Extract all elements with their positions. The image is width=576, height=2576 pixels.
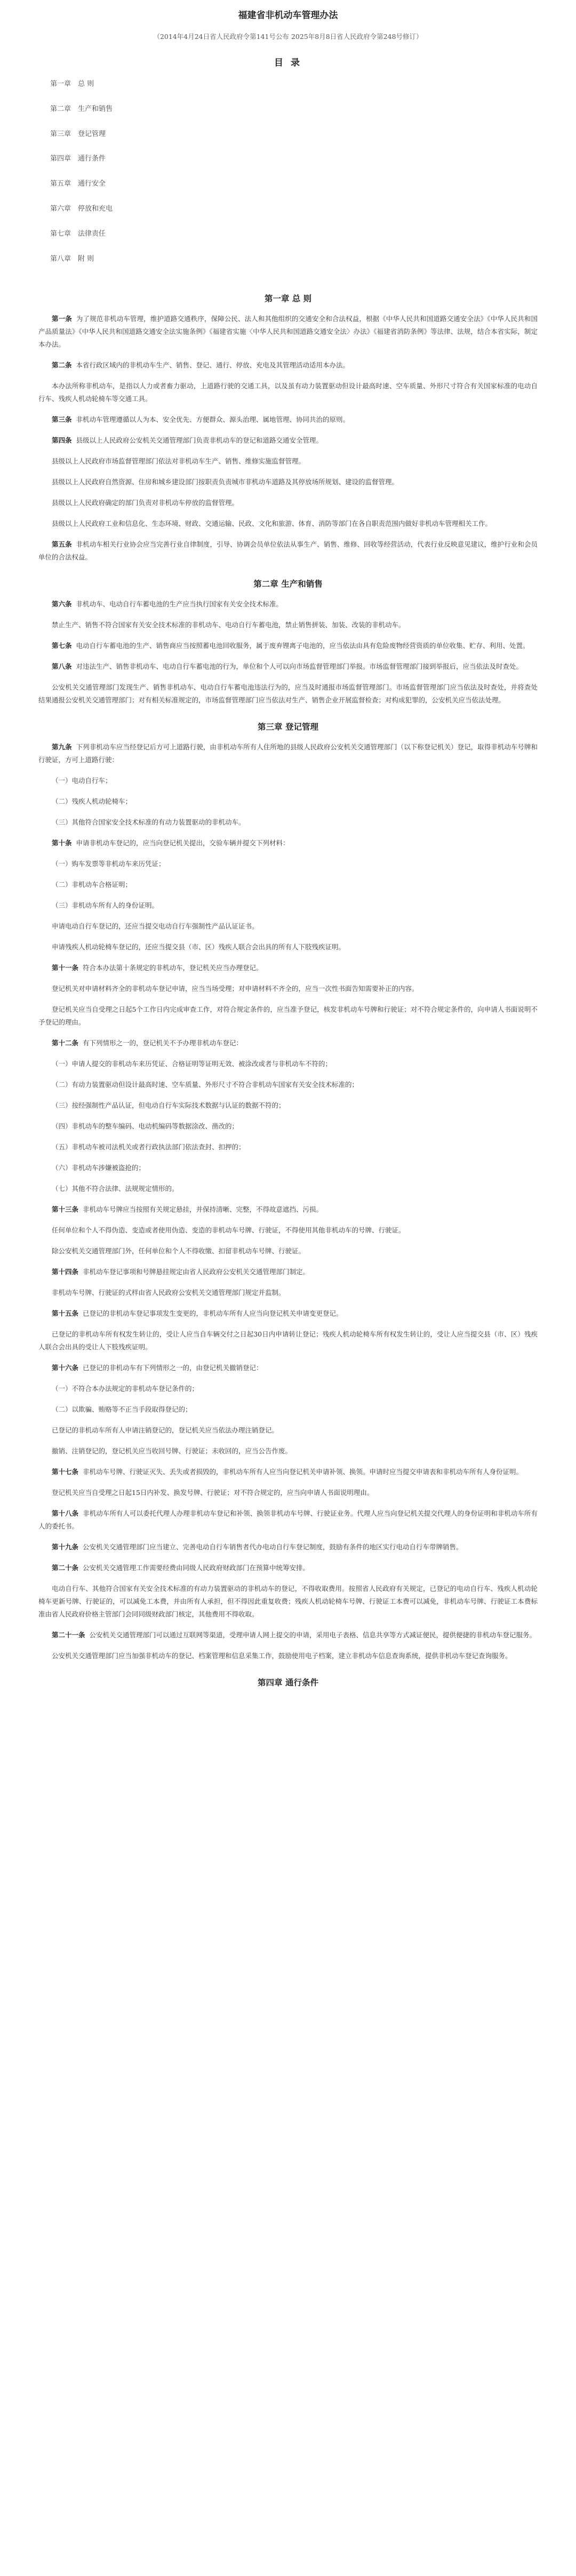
- article-text: 公安机关交通管理部门应当加强非机动车的登记、档案管理和信息采集工作，鼓励使用电子档案，建立非机动车信息查询系统，提供非机动车登记查询服务。: [52, 1652, 512, 1660]
- article-paragraph: [38, 434, 538, 447]
- article-paragraph: [38, 1328, 538, 1354]
- article-paragraph: [38, 380, 538, 405]
- toc-item-label: 通行安全: [78, 180, 106, 188]
- article-paragraph: [38, 1099, 538, 1112]
- article-text: 非机动车号牌、行驶证灭失、丢失或者损毁的，非机动车所有人应当向登记机关申请补领、换领。申请时应当提交申请表和非机动车所有人身份证明。: [83, 1468, 523, 1476]
- toc-item[interactable]: [38, 79, 538, 104]
- toc-item[interactable]: [38, 229, 538, 254]
- toc-item-label: 通行条件: [78, 155, 106, 163]
- article-number: 第十条: [52, 839, 72, 847]
- document-title: 福建省非机动车管理办法: [238, 10, 338, 21]
- article-paragraph: [38, 1078, 538, 1091]
- article-text: （一）电动自行车；: [52, 777, 112, 785]
- article-text: 对违法生产、销售非机动车、电动自行车蓄电池的行为，单位和个人可以向市场监督管理部门举报。市场监督管理部门接到举报后，应当依法及时查处。: [76, 662, 523, 671]
- toc-item-label: 停放和充电: [78, 204, 113, 213]
- article-paragraph: [38, 1582, 538, 1621]
- article-text: 本省行政区域内的非机动车生产、销售、登记、通行、停放、充电及其管理活动适用本办法。: [76, 361, 350, 370]
- article-paragraph: [38, 639, 538, 652]
- article-paragraph: [38, 1629, 538, 1642]
- article-paragraph: [38, 837, 538, 850]
- article-paragraph: [38, 1003, 538, 1029]
- toc-item-number: 第六章: [50, 204, 71, 213]
- article-paragraph: [38, 774, 538, 787]
- article-paragraph: [38, 1424, 538, 1437]
- article-text: 非机动车登记事项和号牌悬挂规定由省人民政府公安机关交通管理部门制定。: [83, 1268, 310, 1276]
- article-paragraph: [38, 1507, 538, 1533]
- article-paragraph: [38, 1466, 538, 1478]
- article-text: 非机动车号牌、行驶证的式样由省人民政府公安机关交通管理部门规定并监制。: [52, 1289, 285, 1297]
- article-text: 公安机关交通管理部门发现生产、销售非机动车、电动自行车蓄电池违法行为的，应当及时通报市场监督管理部门。市场监督管理部门应当依法及时查处，并将查处结果通报公安机关交通管理部门；对有相关标准规定的，市场监督管理部门应当依法对生产、销售企业开展监督检查；对构成犯罪的，公安机关应当依法处理。: [38, 683, 538, 705]
- article-text: 公安机关交通管理工作需要经费由同级人民政府财政部门在预算中统筹安排。: [83, 1564, 310, 1572]
- article-number: 第十三条: [52, 1205, 79, 1214]
- toc-item-number: 第八章: [50, 254, 71, 263]
- article-paragraph: [38, 681, 538, 707]
- article-paragraph: [38, 795, 538, 808]
- toc-item-number: 第一章: [50, 80, 71, 88]
- article-text: 县级以上人民政府确定的部门负责对非机动车停放的监督管理。: [52, 499, 239, 507]
- article-text: 下列非机动车应当经登记后方可上道路行驶，由非机动车所有人住所地的县级人民政府公安机关交通管理部门（以下称登记机关）登记，取得非机动车号牌和行驶证，方可上道路行驶：: [38, 743, 538, 764]
- article-text: （七）其他不符合法律、法规规定情形的。: [52, 1185, 179, 1193]
- article-text: （六）非机动车涉嫌被盗抢的；: [52, 1164, 146, 1172]
- article-paragraph: [38, 1445, 538, 1458]
- article-paragraph: [38, 1486, 538, 1499]
- article-text: （二）残疾人机动轮椅车；: [52, 797, 132, 806]
- article-paragraph: [38, 878, 538, 891]
- article-paragraph: [38, 359, 538, 372]
- article-paragraph: [38, 741, 538, 766]
- toc-item[interactable]: [38, 104, 538, 129]
- article-text: 有下列情形之一的，登记机关不予办理非机动车登记：: [83, 1039, 243, 1047]
- article-text: 申请非机动车登记的，应当向登记机关提出，交验车辆并提交下列材料：: [76, 839, 290, 847]
- article-text: 为了规范非机动车管理，维护道路交通秩序，保障公民、法人和其他组织的交通安全和合法权益，根据《中华人民共和国道路交通安全法》《中华人民共和国产品质量法》《中华人民共和国道路交通安全法实施条例》《福建省实施〈中华人民共和国道路交通安全法〉办法》《福建省消防条例》等法律、法规，结合本省实际，制定本办法。: [38, 315, 538, 349]
- article-text: 非机动车号牌应当按照有关规定悬挂，并保持清晰、完整，不得故意遮挡、污损。: [83, 1205, 323, 1214]
- document-subtitle: （2014年4月24日省人民政府令第141号公布 2025年8月8日省人民政府令第248号修订）: [153, 33, 423, 41]
- article-paragraph: [38, 1307, 538, 1320]
- article-paragraph: [38, 1403, 538, 1416]
- article-paragraph: [38, 538, 538, 564]
- article-text: 申请电动自行车登记的，还应当提交电动自行车强制性产品认证证书。: [52, 922, 259, 931]
- article-paragraph: [38, 1162, 538, 1174]
- article-text: 非机动车管理遵循以人为本、安全优先、方便群众、源头治理、属地管理、协同共治的原则。: [76, 415, 350, 424]
- article-number: 第十五条: [52, 1309, 79, 1318]
- article-number: 第五条: [52, 540, 72, 549]
- article-paragraph: [38, 1266, 538, 1278]
- article-paragraph: [38, 1286, 538, 1299]
- article-text: （四）非机动车的整车编码、电动机编码等数据涂改、凿改的；: [52, 1122, 239, 1131]
- toc-item[interactable]: [38, 179, 538, 204]
- article-text: 非机动车相关行业协会应当完善行业自律制度，引导、协调会员单位依法从事生产、销售、维修、回收等经营活动，代表行业反映意见建议，维护行业和会员单位的合法权益。: [38, 540, 538, 562]
- toc-item-number: 第二章: [50, 105, 71, 113]
- article-paragraph: [38, 816, 538, 829]
- article-text: 县级以上人民政府自然资源、住房和城乡建设部门按职责负责城市非机动车道路及其停放场所规划、建设的监督管理。: [52, 478, 399, 486]
- article-text: （一）申请人提交的非机动车来历凭证、合格证明等证明无效、被涂改或者与非机动车不符的；: [52, 1060, 332, 1068]
- toc-item[interactable]: [38, 154, 538, 179]
- article-text: （二）有动力装置驱动但设计最高时速、空车质量、外形尺寸不符合非机动车国家有关安全技术标准的；: [52, 1081, 359, 1089]
- article-paragraph: [38, 313, 538, 351]
- article-number: 第八条: [52, 662, 72, 671]
- article-paragraph: [38, 962, 538, 974]
- article-text: （二）非机动车合格证明；: [52, 881, 132, 889]
- toc-item-label: 附 则: [78, 254, 94, 263]
- toc-item-number: 第四章: [50, 155, 71, 163]
- article-number: 第四条: [52, 436, 72, 445]
- article-number: 第九条: [52, 743, 72, 751]
- article-paragraph: [38, 1203, 538, 1216]
- article-paragraph: [38, 1182, 538, 1195]
- article-text: 县级以上人民政府市场监督管理部门依法对非机动车生产、销售、维修实施监督管理。: [52, 457, 306, 466]
- article-text: 除公安机关交通管理部门外，任何单位和个人不得收缴、扣留非机动车号牌、行驶证。: [52, 1247, 306, 1255]
- article-number: 第七条: [52, 642, 72, 650]
- article-text: 公安机关交通管理部门应当建立、完善电动自行车销售者代办电动自行车登记制度，鼓励有条件的地区实行电动自行车带牌销售。: [83, 1543, 463, 1551]
- table-of-contents: [38, 79, 538, 278]
- chapter-heading: 第二章 生产和销售: [253, 579, 323, 589]
- article-number: 第一条: [52, 315, 72, 323]
- article-text: 电动自行车蓄电池的生产、销售商应当按照蓄电池回收服务，属于废弃锂离子电池的，应当依法由具有危险废物经营资质的单位收集、贮存、利用、处置。: [76, 642, 530, 650]
- toc-item[interactable]: [38, 254, 538, 279]
- article-paragraph: [38, 1650, 538, 1662]
- toc-item-label: 总 则: [78, 80, 94, 88]
- article-text: 登记机关应当自受理之日起15日内补发、换发号牌、行驶证；对不符合规定的，应当向申请人书面说明理由。: [52, 1489, 374, 1497]
- article-text: 登记机关对申请材料齐全的非机动车登记申请，应当当场受理；对申请材料不齐全的，应当一次性书面告知需要补正的内容。: [52, 985, 419, 993]
- toc-item[interactable]: [38, 204, 538, 229]
- article-text: 电动自行车、其他符合国家有关安全技术标准的有动力装置驱动的非机动车的登记，不得收取费用。按照省人民政府有关规定，已登记的电动自行车、残疾人机动轮椅车更新号牌、行驶证的，可以减免工本费，并由所有人承担，但不得因此重复收费；残疾人机动轮椅车号牌、行驶证工本费可以减免，非机动车号牌、行驶证工本费标准由省人民政府价格主管部门会同同级财政部门核定，其他费用不得收取。: [38, 1585, 538, 1619]
- article-paragraph: [38, 660, 538, 673]
- article-text: （五）非机动车被司法机关或者行政执法部门依法查封、扣押的；: [52, 1143, 245, 1151]
- toc-item-label: 法律责任: [78, 229, 106, 238]
- article-number: 第十六条: [52, 1364, 79, 1372]
- article-text: 申请残疾人机动轮椅车登记的，还应当提交县（市、区）残疾人联合会出具的所有人下肢残疾证明。: [52, 943, 346, 951]
- article-number: 第三条: [52, 415, 72, 424]
- article-number: 第二十一条: [52, 1631, 85, 1639]
- article-paragraph: [38, 476, 538, 489]
- article-number: 第十二条: [52, 1039, 79, 1047]
- article-text: 已登记的非机动车登记事项发生变更的，非机动车所有人应当向登记机关申请变更登记。: [83, 1309, 343, 1318]
- article-text: （三）非机动车所有人的身份证明。: [52, 901, 159, 910]
- toc-item-number: 第三章: [50, 130, 71, 138]
- article-text: 撤销、注销登记的，登记机关应当收回号牌、行驶证；未收回的，应当公告作废。: [52, 1447, 292, 1455]
- article-text: （三）其他符合国家安全技术标准的有动力装置驱动的非机动车。: [52, 818, 245, 827]
- article-text: 已登记的非机动车所有权发生转让的，受让人应当自车辆交付之日起30日内申请转让登记；残疾人机动轮椅车所有权发生转让的，受让人应当提交县（市、区）残疾人联合会出具的受让人下肢残疾证明。: [38, 1330, 538, 1351]
- article-paragraph: [38, 920, 538, 933]
- article-paragraph: [38, 1541, 538, 1554]
- article-paragraph: [38, 1141, 538, 1154]
- article-paragraph: [38, 619, 538, 631]
- toc-title: 目 录: [274, 58, 302, 68]
- toc-item-number: 第五章: [50, 180, 71, 188]
- chapter-heading: 第三章 登记管理: [258, 722, 318, 732]
- article-paragraph: [38, 1224, 538, 1237]
- article-text: （三）按经强制性产品认证，但电动自行车实际技术数据与认证的数据不符的；: [52, 1101, 285, 1110]
- article-text: 公安机关交通管理部门可以通过互联网等渠道，受理申请人网上提交的申请，采用电子表格、信息共享等方式减证便民，提供便捷的非机动车登记服务。: [89, 1631, 537, 1639]
- article-paragraph: [38, 982, 538, 995]
- article-number: 第十九条: [52, 1543, 79, 1551]
- article-paragraph: [38, 858, 538, 870]
- article-text: （一）购车发票等非机动车来历凭证；: [52, 860, 165, 868]
- article-text: 禁止生产、销售不符合国家有关安全技术标准的非机动车、电动自行车蓄电池，禁止销售拼装、加装、改装的非机动车。: [52, 621, 405, 629]
- article-text: （二）以欺骗、贿赂等不正当手段取得登记的；: [52, 1405, 192, 1414]
- article-text: 县级以上人民政府工业和信息化、生态环境、财政、交通运输、民政、文化和旅游、体育、消防等部门在各自职责范围内做好非机动车管理相关工作。: [52, 519, 492, 528]
- toc-item-number: 第七章: [50, 229, 71, 238]
- toc-item[interactable]: [38, 129, 538, 154]
- article-number: 第二条: [52, 361, 72, 370]
- article-paragraph: [38, 1245, 538, 1258]
- article-paragraph: [38, 941, 538, 954]
- article-paragraph: [38, 1362, 538, 1374]
- article-number: 第十一条: [52, 964, 79, 972]
- chapter-heading: 第一章 总 则: [264, 293, 312, 304]
- article-text: 已登记的非机动车所有人申请注销登记的，登记机关应当依法办理注销登记。: [52, 1426, 279, 1435]
- toc-item-label: 登记管理: [78, 130, 106, 138]
- article-text: 非机动车所有人可以委托代理人办理非机动车登记和补领、换领非机动车号牌、行驶证业务。代理人应当向登记机关提交代理人的身份证明和非机动车所有人的委托书。: [38, 1509, 538, 1531]
- article-text: 符合本办法第十条规定的非机动车，登记机关应当办理登记。: [83, 964, 263, 972]
- article-paragraph: [38, 598, 538, 611]
- article-paragraph: [38, 1058, 538, 1070]
- chapter-heading: 第四章 通行条件: [258, 1677, 318, 1688]
- article-number: 第二十条: [52, 1564, 79, 1572]
- article-paragraph: [38, 413, 538, 426]
- article-number: 第六条: [52, 600, 72, 609]
- article-paragraph: [38, 1382, 538, 1395]
- article-number: 第十七条: [52, 1468, 79, 1476]
- article-paragraph: [38, 497, 538, 509]
- article-number: 第十八条: [52, 1509, 79, 1518]
- article-paragraph: [38, 455, 538, 468]
- article-text: 县级以上人民政府公安机关交通管理部门负责非机动车的登记和道路交通安全管理。: [76, 436, 323, 445]
- article-number: 第十四条: [52, 1268, 79, 1276]
- article-paragraph: [38, 1562, 538, 1574]
- article-paragraph: [38, 1120, 538, 1133]
- toc-item-label: 生产和销售: [78, 105, 113, 113]
- article-text: 本办法所称非机动车，是指以人力或者畜力驱动，上道路行驶的交通工具，以及虽有动力装置驱动但设计最高时速、空车质量、外形尺寸符合有关国家标准的电动自行车、残疾人机动轮椅车等交通工具。: [38, 382, 538, 403]
- article-text: 任何单位和个人不得伪造、变造或者使用伪造、变造的非机动车号牌、行驶证，不得使用其他非机动车的号牌、行驶证。: [52, 1226, 405, 1235]
- article-text: 登记机关应当自受理之日起5个工作日内完成审查工作，对符合规定条件的，应当准予登记，核发非机动车号牌和行驶证；对不符合规定条件的，向申请人书面说明不予登记的理由。: [38, 1005, 538, 1027]
- article-text: 非机动车、电动自行车蓄电池的生产应当执行国家有关安全技术标准。: [76, 600, 283, 609]
- article-paragraph: [38, 1037, 538, 1050]
- article-paragraph: [38, 517, 538, 530]
- document-body: [38, 292, 538, 1688]
- article-text: 已登记的非机动车有下列情形之一的，由登记机关撤销登记：: [83, 1364, 263, 1372]
- article-text: （一）不符合本办法规定的非机动车登记条件的；: [52, 1385, 199, 1393]
- article-paragraph: [38, 899, 538, 912]
